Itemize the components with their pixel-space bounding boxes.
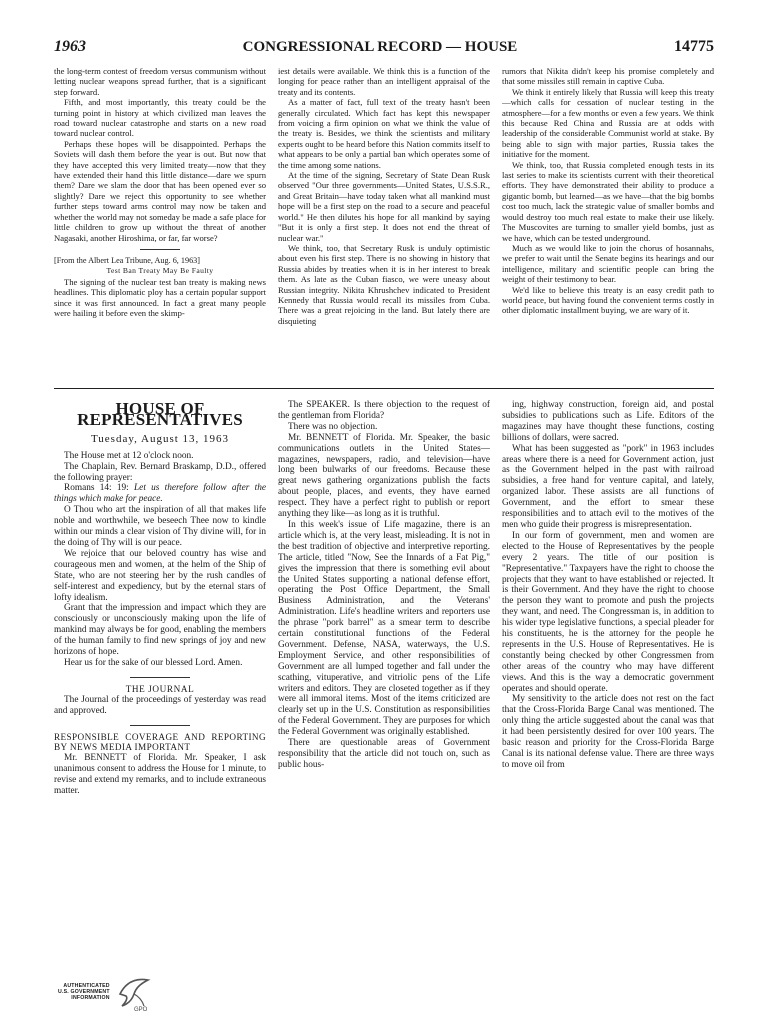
scripture-reference: Romans 14: 19: — [64, 483, 129, 494]
top-column-2 — [278, 66, 490, 378]
bottom-column-1 — [54, 400, 266, 930]
bottom-column-2 — [278, 400, 490, 930]
paragraph: We rejoice that our beloved country has wise and courageous men and women, at the helm of the Ship of State, who are not steering her by the rush candles of self-interest and expediency, but by the eternal stars of lofty idealism. — [54, 548, 266, 603]
paragraph: iest details were available. We think this is a function of the longing for peace rather than an intelligent appraisal of the treaty and its contents. — [278, 66, 490, 97]
top-column-1 — [54, 66, 266, 378]
paragraph: ing, highway construction, foreign aid, and postal subsidies to publications such as Life. Editors of the magazines may have thought these functions, costing billions of dollars, were sacred. — [502, 400, 714, 443]
paragraph: The SPEAKER. Is there objection to the request of the gentleman from Florida? — [278, 400, 490, 421]
paragraph: The signing of the nuclear test ban treaty is making news headlines. This diplomatic ploy has a certain popular support since it was first announced. In fact a great many people were hailing it before even the skimp- — [54, 276, 266, 318]
article-heading: Test Ban Treaty May Be Faulty — [106, 266, 214, 276]
paragraph: What has been suggested as "pork" in 1963 includes areas where there is a need for Government action, just as the Government helped in the past with railroad subsidies, a free hand for venture capital, and lately, organized labor. These assists are all functions of Government, and the effort to smear these responsibilities and to attach evil to the motives of the men who guide their progress is misrepresentation. — [502, 443, 714, 530]
paragraph: O Thou who art the inspiration of all that makes life noble and worthwhile, we beseech Thee now to kindle within our minds a clear vision of Thy divine will, for in the doing of Thy will is our peace. — [54, 505, 266, 548]
paragraph: My sensitivity to the article does not rest on the fact that the Cross-Florida Barge Canal was mentioned. The only thing the article suggested about the canal was that it had been persistently desired for over 100 years. The basic reason and priority for the Cross-Florida Barge Canal is its national defense value. There are three ways to move oil from — [502, 694, 714, 770]
paragraph: Mr. BENNETT of Florida. Mr. Speaker, the basic communications outlets in the United States—magazines, newspapers, radio, and television—have long been bulwarks of our freedoms. Because these great news gathering organizations publish the facts about people, places, and events, they have earned respect. They have a perfect right to publish or report anything they like—as long as it is truthful. — [278, 432, 490, 520]
gpo-logo-text — [58, 983, 110, 1001]
paragraph: The Journal of the proceedings of yesterday was read and approved. — [54, 694, 266, 716]
paragraph: The House met at 12 o'clock noon. — [64, 450, 194, 461]
paragraph: In our form of government, men and women are elected to the House of Representatives by the people every 2 years. The title of our position is "Representative." Taxpayers have the right to choose the projects that they want to have established or rejected. It is their Government. And they have the right to choose the person they want to promote and push the projects they want, and need. The Congressman is, in addition to his wider type legislative functions, a special pleader for his constituents, he is the attorney for the people he represents in the U.S. House of Representatives. He is constantly being checked by other Congressmen from other areas of the country who may have different views. And this is the way a democratic government operates and should operate. — [502, 530, 714, 694]
paragraph: We think, too, that Secretary Rusk is unduly optimistic about even his first step. There is no showing in history that Russia abides by treaties when it is in her interest to break them. As late as the Cuban fiasco, we were uneasy about Russian integrity. Nikita Khrushchev indicated to President Kennedy that Russia would recall its missiles from Cuba. There was a great rejoicing in the land. But lately there are disquieting — [278, 242, 490, 326]
section-heading: RESPONSIBLE COVERAGE AND REPORTING BY NEWS MEDIA IMPORTANT — [54, 731, 266, 753]
paragraph: Hear us for the sake of our blessed Lord. Amen. — [64, 657, 243, 668]
divider-rule — [130, 677, 190, 678]
divider-rule — [140, 249, 180, 250]
paragraph: Mr. BENNETT of Florida. Mr. Speaker, I ask unanimous consent to address the House for 1 minute, to revise and extend my remarks, and to include extraneous matter. — [54, 753, 266, 797]
gpo-mark: GPO — [133, 1007, 148, 1012]
logo-line: AUTHENTICATED — [63, 983, 110, 989]
paragraph: Perhaps these hopes will be disappointed. Perhaps the Soviets will dash them before the year is out. But now that they have accepted this very limited treaty—now that they have extended their hand this little distance—dare we spurn them? Dare we slam the door that has been opened ever so slightly? Dare we reject this opportunity to see whether further steps toward arms control may now be taken and whether the world may not someday be made a safe place for little children to grow up without the threat of another Nagasaki, another Hiroshima, or far, far worse? — [54, 138, 266, 243]
paragraph: There was no objection. — [288, 421, 378, 432]
bottom-column-3 — [502, 400, 714, 930]
logo-line: INFORMATION — [71, 995, 110, 1001]
paragraph: At the time of the signing, Secretary of State Dean Rusk observed "Our three governments—United States, U.S.S.R., and Great Britain—have today taken what all mankind must hope will be a first step on the road to a secure and peaceful world." He then dilutes his hope for all mankind by saying "But it is only a first step. It does not end the threat of nuclear war." — [278, 170, 490, 243]
paragraph: Much as we would like to join the chorus of hosannahs, we prefer to wait until the Senate begins its hearings and our intelligence, military and scientific people can bring the weight of their testimony to bear. — [502, 242, 714, 285]
logo-line: U.S. GOVERNMENT — [58, 989, 110, 995]
header-title: CONGRESSIONAL RECORD — HOUSE — [242, 39, 518, 55]
section-divider — [54, 388, 714, 389]
top-column-3 — [502, 66, 714, 378]
paragraph: rumors that Nikita didn't keep his promise completely and that some missiles still remain in captive Cuba. — [502, 66, 714, 87]
divider-rule — [130, 725, 190, 726]
source-note: [From the Albert Lea Tribune, Aug. 6, 1963] — [54, 255, 200, 265]
paragraph: We think, too, that Russia completed enough tests in its last series to make its scientists current with their theoretical efforts. They have demonstrated their ability to produce a gigantic bomb, but learned—as we have—that the big bombs cost too much, lack the strategic value of smaller bombs and would destroy too much real estate to make their use likely. The Muscovites are turning to smaller yield bombs, just as we have, which can be tested underground. — [502, 159, 714, 243]
paragraph: We'd like to believe this treaty is an easy credit path to world peace, but having found the convenient terms costly in other diplomatic installment buying, we are wary of it. — [502, 284, 714, 316]
top-section — [54, 66, 714, 378]
eagle-icon — [114, 972, 154, 1012]
paragraph: As a matter of fact, full text of the treaty hasn't been generally circulated. Which fact has kept this newspaper from voicing a firm opinion on what we think the value of the treaty is. Besides, we think the scientists and military experts ought to be heard before this Nation commits itself to what appears to be only a partial ban which operates some of the time among some nations. — [278, 97, 490, 170]
paragraph: Fifth, and most importantly, this treaty could be the turning point in history at which civilized man leaves the road toward nuclear catastrophe and starts on a new road toward nuclear control. — [54, 97, 266, 139]
house-title: HOUSE OF REPRESENTATIVES — [77, 400, 243, 429]
journal-heading: THE JOURNAL — [125, 683, 195, 694]
bottom-section — [54, 400, 714, 930]
header-page-number: 14775 — [673, 38, 714, 55]
session-date: Tuesday, August 13, 1963 — [90, 432, 230, 445]
scripture-text: Let us therefore follow after the things which make for peace. — [54, 483, 266, 505]
page-header — [54, 38, 714, 62]
paragraph: Grant that the impression and impact which they are consciously or unconsciously making upon the life of mankind may always be for good, enabling the members of the human family to find new springs of joy and new horizons of hope. — [54, 603, 266, 658]
paragraph: There are questionable areas of Government responsibility that the article did not touch on, such as public hous- — [278, 738, 490, 770]
header-year: 1963 — [54, 38, 86, 55]
paragraph: the long-term contest of freedom versus communism without letting nuclear weapons spread further, that is a significant step forward. — [54, 66, 266, 97]
paragraph: We think it entirely likely that Russia will keep this treaty—which calls for cessation of nuclear testing in the atmosphere—for a few months or even a few years. We think this because Red China and Russia are at odds with leadership of the considerable Communist world at stake. By being able to sign with major parties, Russia takes the initiative for the moment. — [502, 86, 714, 160]
paragraph: In this week's issue of Life magazine, there is an article which is, at the very least, misleading. It is not in the best tradition of objective and interpretive reporting. The article, titled "Now, See the Innards of a Fat Pig," gives the impression that there is something evil about the United States supporting a national defense effort, operating the Post Office Department, the Small Business Administration, and the Veterans' Administration. Life's headline writers and reporters use the phrase "pork barrel" as a smear term to describe certain constitutional functions of the Federal Government. Defense, NASA, waterways, the U.S. Employment Service, and other responsibilities of Government are all lumped together and fall under the scathing, vituperative, and vitriolic pens of the Life writers and editors. They are closeted together as if they were all immoral items. Most of the items criticized are clearly set up in the U.S. Constitution as responsibilities of the Federal Government. They are purposes for which the Federal Government was originally established. — [278, 519, 490, 738]
scripture-paragraph — [54, 483, 266, 505]
paragraph: The Chaplain, Rev. Bernard Braskamp, D.D., offered the following prayer: — [54, 461, 266, 483]
gpo-authentication-logo — [58, 968, 178, 1016]
